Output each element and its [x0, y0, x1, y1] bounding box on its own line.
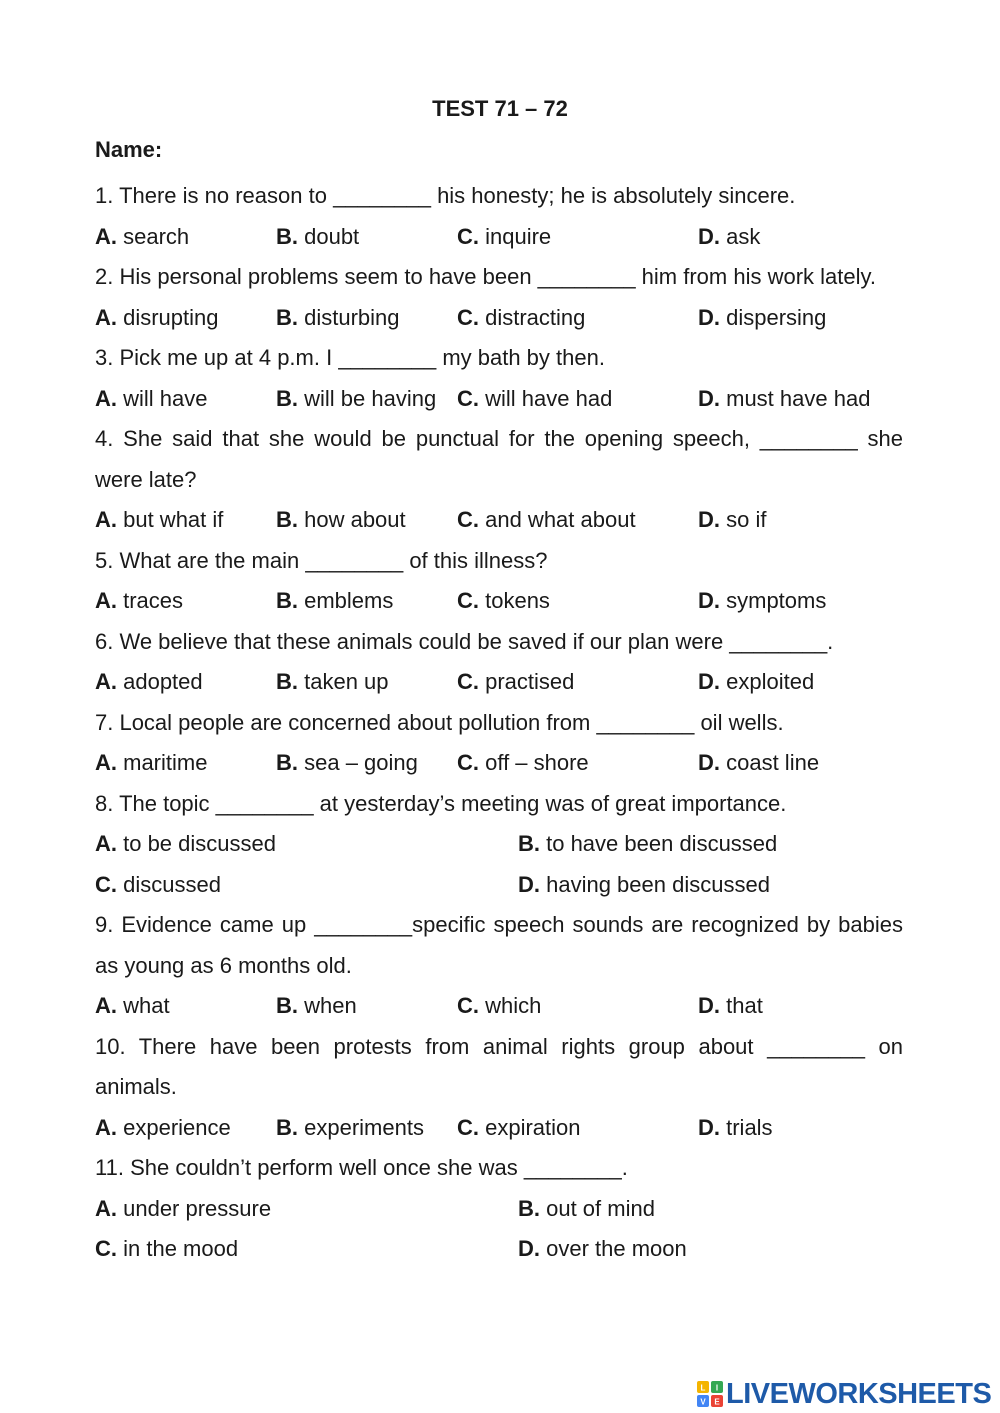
svg-text:L: L	[700, 1383, 706, 1393]
option-d[interactable]: D. ask	[698, 223, 761, 249]
option-c[interactable]: C. inquire	[457, 223, 552, 249]
option-a[interactable]: A. disrupting	[95, 304, 219, 330]
question-text: 4. She said that she would be punctual for the opening speech, ________ she were late?	[95, 426, 903, 492]
option-d[interactable]: D. having been discussed	[518, 871, 770, 897]
option-d[interactable]: D. must have had	[698, 385, 871, 411]
option-a[interactable]: A. experience	[95, 1114, 231, 1140]
option-c[interactable]: C. will have had	[457, 385, 613, 411]
option-b[interactable]: B. how about	[276, 507, 406, 532]
option-d[interactable]: D. over the moon	[518, 1236, 687, 1261]
option-c[interactable]: C. expiration	[457, 1114, 581, 1140]
question-text: 5. What are the main ________ of this illness?	[95, 547, 548, 573]
options-row	[95, 986, 903, 1027]
option-c[interactable]: C. off – shore	[457, 750, 589, 775]
option-d[interactable]: D. coast line	[698, 750, 820, 775]
page-title: TEST 71 – 72	[432, 96, 568, 121]
question-text: 8. The topic ________ at yesterday’s meeting was of great importance.	[95, 790, 787, 816]
option-d[interactable]: D. symptoms	[698, 588, 827, 613]
question-text: 3. Pick me up at 4 p.m. I ________ my bath by then.	[95, 345, 605, 370]
options-row	[95, 581, 903, 622]
question-text: 7. Local people are concerned about pollution from ________ oil wells.	[95, 709, 784, 735]
question-text: 9. Evidence came up ________specific speech sounds are recognized by babies as young as 6 months old.	[95, 912, 903, 978]
option-c[interactable]: C. in the mood	[95, 1236, 239, 1261]
option-b[interactable]: B. emblems	[276, 588, 394, 613]
question-text: 6. We believe that these animals could be saved if our plan were ________.	[95, 628, 834, 654]
option-c[interactable]: C. distracting	[457, 304, 586, 330]
options-row	[95, 500, 903, 541]
option-b[interactable]: B. will be having	[276, 385, 437, 411]
liveworksheets-footer	[697, 1377, 991, 1411]
option-d[interactable]: D. exploited	[698, 669, 815, 694]
option-a[interactable]: A. search	[95, 223, 190, 249]
option-c[interactable]: C. which	[457, 993, 542, 1018]
option-d[interactable]: D. so if	[698, 507, 767, 532]
option-b[interactable]: B. experiments	[276, 1114, 424, 1140]
option-b[interactable]: B. sea – going	[276, 750, 418, 775]
option-b[interactable]: B. out of mind	[518, 1195, 655, 1221]
option-a[interactable]: A. under pressure	[95, 1195, 272, 1221]
option-a[interactable]: A. will have	[95, 385, 208, 411]
question-text: 2. His personal problems seem to have been ________ him from his work lately.	[95, 264, 876, 289]
options-row	[95, 1108, 903, 1149]
option-a[interactable]: A. adopted	[95, 669, 203, 694]
option-a[interactable]: A. maritime	[95, 750, 208, 775]
option-d[interactable]: D. dispersing	[698, 304, 827, 330]
svg-text:E: E	[714, 1397, 720, 1407]
option-b[interactable]: B. disturbing	[276, 304, 400, 330]
option-c[interactable]: C. tokens	[457, 588, 550, 613]
options-row	[95, 662, 903, 703]
option-d[interactable]: D. that	[698, 993, 763, 1018]
option-b[interactable]: B. doubt	[276, 223, 360, 249]
option-b[interactable]: B. when	[276, 993, 357, 1018]
option-b[interactable]: B. to have been discussed	[518, 831, 778, 856]
options-grid	[95, 1189, 903, 1270]
option-a[interactable]: A. what	[95, 993, 170, 1018]
option-b[interactable]: B. taken up	[276, 669, 389, 694]
question-text: 10. There have been protests from animal rights group about ________ on animals.	[95, 1033, 903, 1099]
question-text: 1. There is no reason to ________ his honesty; he is absolutely sincere.	[95, 183, 796, 208]
options-row	[95, 298, 903, 339]
svg-text:V: V	[700, 1397, 706, 1407]
question-text: 11. She couldn’t perform well once she was ________.	[95, 1155, 628, 1180]
option-d[interactable]: D. trials	[698, 1114, 773, 1140]
option-a[interactable]: A. to be discussed	[95, 831, 276, 856]
svg-text:I: I	[715, 1383, 719, 1393]
liveworksheets-logo-text: LIVEWORKSHEETS	[726, 1378, 992, 1410]
option-a[interactable]: A. traces	[95, 588, 184, 613]
options-row	[95, 217, 903, 258]
options-row	[95, 743, 903, 784]
options-grid	[95, 824, 903, 905]
question-list	[95, 176, 903, 1270]
options-row	[95, 379, 903, 420]
option-c[interactable]: C. and what about	[457, 507, 636, 532]
option-a[interactable]: A. but what if	[95, 507, 224, 532]
option-c[interactable]: C. practised	[457, 669, 575, 694]
name-label: Name:	[95, 137, 163, 162]
liveworksheets-logo-icon	[697, 1381, 723, 1407]
option-c[interactable]: C. discussed	[95, 871, 221, 897]
